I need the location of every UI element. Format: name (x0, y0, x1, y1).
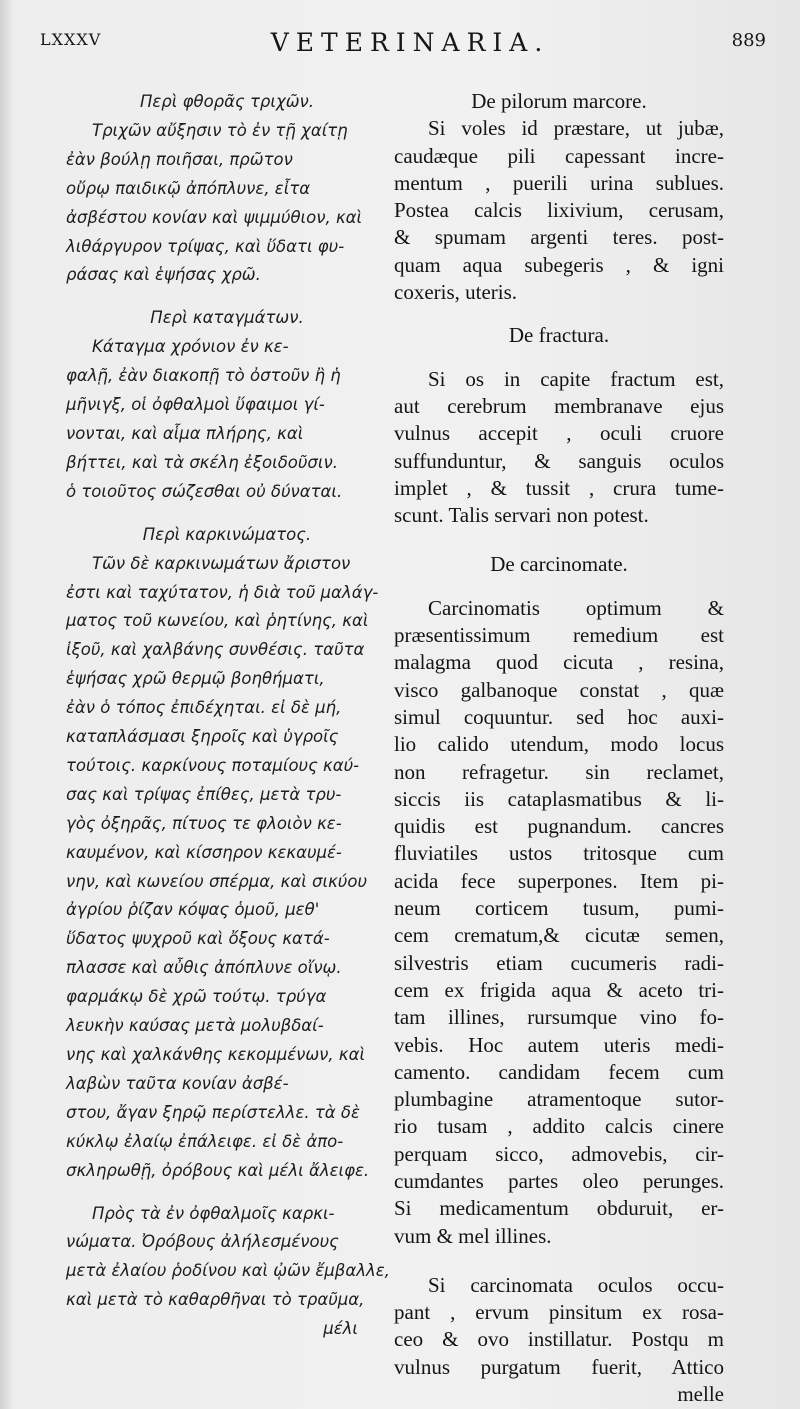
greek-line: καὶ μετὰ τὸ καθαρθῆναι τὸ τραῦμα, (66, 1290, 365, 1310)
greek-line: Κάταγμα χρόνιον ἐν κε- (92, 337, 289, 357)
greek-line: νώματα. Ὀρόβους ἀλήλεσμένους (66, 1232, 339, 1252)
greek-line: ὁ τοιοῦτος σώζεσθαι οὐ δύναται. (66, 481, 343, 501)
greek-line: ἀγρίου ῥίζαν κόψας ὁμοῦ, μεθ' (66, 900, 320, 920)
greek-line: ματος τοῦ κωνείου, καὶ ῥητίνης, καὶ (66, 611, 369, 631)
greek-line: νην, καὶ κωνείου σπέρμα, καὶ σικύου (66, 871, 367, 891)
latin-line: siccis iis cataplasmatibus & li- (394, 786, 724, 811)
latin-line: fluviatiles ustos tritosque cum (394, 841, 724, 866)
latin-line: visco galbanoque constat , quæ (394, 677, 724, 702)
catchword-greek: μέλι (323, 1319, 358, 1339)
latin-line: silvestris etiam cucumeris radi- (394, 950, 724, 975)
latin-line: lio calido utendum, modo locus (394, 732, 724, 757)
greek-line: σας καὶ τρίψας ἐπίθες, μετὰ τρυ- (66, 784, 342, 804)
latin-line: scunt. Talis servari non potest. (394, 503, 649, 528)
greek-line: τούτοις. καρκίνους ποταμίους καύ- (66, 755, 360, 775)
greek-line: κύκλῳ ἐλαίῳ ἐπάλειφε. εἰ δὲ ἀπο- (66, 1131, 344, 1151)
latin-line: non refragetur. sin reclamet, (394, 759, 724, 784)
latin-line: camento. candidam fecem cum (394, 1059, 724, 1084)
latin-line: vebis. Hoc autem uteris medi- (394, 1032, 724, 1057)
latin-line: vum & mel illines. (394, 1223, 552, 1248)
section-heading-latin: De carcinomate. (490, 552, 628, 577)
latin-line: coxeris, uteris. (394, 280, 518, 305)
greek-line: σκληρωθῇ, ὀρόβους καὶ μέλι ἄλειφε. (66, 1160, 370, 1180)
latin-line: Carcinomatis optimum & (428, 595, 724, 620)
section-heading-latin: De fractura. (508, 323, 610, 348)
greek-line: ἰξοῦ, καὶ χαλβάνης συνθέσις. ταῦτα (66, 640, 365, 660)
latin-line: ceo & ovo instillatur. Postqu m (394, 1327, 724, 1352)
latin-line: aut cerebrum membranave ejus (394, 393, 724, 418)
greek-line: μετὰ ἐλαίου ῥοδίνου καὶ ᾠῶν ἔμβαλλε, (66, 1261, 390, 1281)
latin-line: rio tusam , addito calcis cinere (394, 1114, 724, 1139)
latin-line: tam illines, rursumque vino fo- (394, 1005, 724, 1030)
latin-line: præsentissimum remedium est (394, 623, 724, 648)
latin-line: cem ex frigida aqua & aceto tri- (394, 977, 724, 1002)
latin-line: acida fece superpones. Item pi- (394, 868, 724, 893)
greek-line: γὸς ὀξηρᾶς, πίτυος τε φλοιὸν κε- (66, 813, 342, 833)
greek-line: ἐὰν ὁ τόπος ἐπιδέχηται. εἰ δὲ μή, (66, 698, 342, 718)
greek-line: ἐστι καὶ ταχύτατον, ἡ διὰ τοῦ μαλάγ- (66, 582, 379, 602)
greek-line: φαρμάκῳ δὲ χρῶ τούτῳ. τρύγα (66, 987, 327, 1007)
latin-line: mentum , puerili urina sublues. (394, 170, 724, 195)
latin-line: pant , ervum pinsitum ex rosa- (394, 1300, 724, 1325)
greek-line: μῆνιγξ, οἱ ὀφθαλμοὶ ὕφαιμοι γί- (66, 395, 325, 415)
greek-line: οὔρῳ παιδικῷ ἀπόπλυνε, εἶτα (66, 178, 311, 198)
running-header (40, 28, 766, 68)
section-heading-latin: De pilorum marcore. (471, 89, 647, 113)
latin-line: caudæque pili capessant incre- (394, 143, 724, 168)
greek-line: Πρὸς τὰ ἐν ὀφθαλμοῖς καρκι- (92, 1203, 335, 1223)
latin-line: perquam sicco, admovebis, cir- (394, 1141, 724, 1166)
greek-line: καταπλάσμασι ξηροῖς καὶ ὑγροῖς (66, 727, 339, 747)
latin-line: cumdantes partes oleo perunges. (394, 1168, 724, 1193)
greek-line: καυμένον, καὶ κίσσηρον κεκαυμέ- (66, 842, 342, 862)
signature-mark: LXXXV (40, 30, 102, 49)
section-heading-greek: Περὶ καταγμάτων. (150, 308, 304, 328)
section-heading-greek: Περὶ φθορᾶς τριχῶν. (139, 92, 314, 111)
latin-line: cem crematum,& cicutæ semen, (394, 923, 724, 948)
running-title: VETERINARIA. (270, 28, 550, 57)
greek-line: ἑψήσας χρῶ θερμῷ βοηθήματι, (66, 669, 325, 689)
latin-line: malagma quod cicuta , resina, (394, 650, 724, 675)
greek-line: ὕδατος ψυχροῦ καὶ ὄξους κατά- (66, 929, 330, 949)
greek-line: Τῶν δὲ καρκινωμάτων ἄριστον (92, 553, 351, 573)
page-number: 889 (731, 30, 766, 51)
latin-line: vulnus purgatum fuerit, Attico (394, 1354, 724, 1379)
latin-line: quam aqua subegeris , & igni (394, 252, 724, 277)
greek-line: νης καὶ χαλκάνθης κεκομμένων, καὶ (66, 1045, 366, 1064)
greek-line: ἀσβέστου κονίαν καὶ ψιμμύθιον, καὶ (66, 207, 363, 227)
greek-column (66, 88, 388, 1344)
latin-line: Si os in capite fractum est, (428, 366, 724, 391)
latin-line: Si medicamentum obduruit, er- (394, 1196, 724, 1221)
latin-column (394, 88, 724, 1408)
latin-line: Si carcinomata oculos occu- (428, 1272, 724, 1297)
latin-line: Si voles id præstare, ut jubæ, (428, 116, 724, 141)
greek-line: νονται, καὶ αἷμα πλήρης, καὶ (66, 423, 304, 443)
greek-line: ράσας καὶ ἑψήσας χρῶ. (66, 265, 261, 285)
latin-line: suffunduntur, & sanguis oculos (394, 448, 724, 473)
greek-line: στου, ἄγαν ξηρῷ περίστελλε. τὰ δὲ (66, 1102, 360, 1122)
latin-line: vulnus accepit , oculi cruore (394, 421, 724, 446)
greek-line: ἐὰν βούλῃ ποιῆσαι, πρῶτον (66, 149, 293, 169)
catchword-latin: melle (677, 1382, 724, 1407)
latin-line: simul coquuntur. sed hoc auxi- (394, 704, 724, 729)
latin-line: implet , & tussit , crura tume- (394, 475, 724, 500)
greek-line: λαβὼν ταῦτα κονίαν ἀσβέ- (66, 1073, 289, 1093)
greek-line: βήττει, καὶ τὰ σκέλη ἐξοιδοῦσιν. (66, 452, 338, 472)
section-heading-greek: Περὶ καρκινώματος. (142, 524, 312, 544)
greek-line: πλασσε καὶ αὖθις ἀπόπλυνε οἴνῳ. (66, 958, 342, 978)
greek-line: φαλῇ, ἐὰν διακοπῇ τὸ ὀστοῦν ἢ ἡ (66, 366, 341, 386)
latin-line: plumbagine atramentoque sutor- (394, 1087, 724, 1112)
greek-line: Τριχῶν αὔξησιν τὸ ἐν τῇ χαίτῃ (92, 120, 348, 140)
greek-line: λιθάργυρον τρίψας, καὶ ὕδατι φυ- (66, 236, 345, 256)
latin-line: Postea calcis lixivium, cerusam, (394, 198, 724, 223)
latin-line: quidis est pugnandum. cancres (394, 814, 724, 839)
latin-line: & spumam argenti teres. post- (394, 225, 724, 250)
latin-line: neum corticem tusum, pumi- (394, 896, 724, 921)
greek-line: λευκὴν καύσας μετὰ μολυβδαί- (66, 1016, 324, 1036)
